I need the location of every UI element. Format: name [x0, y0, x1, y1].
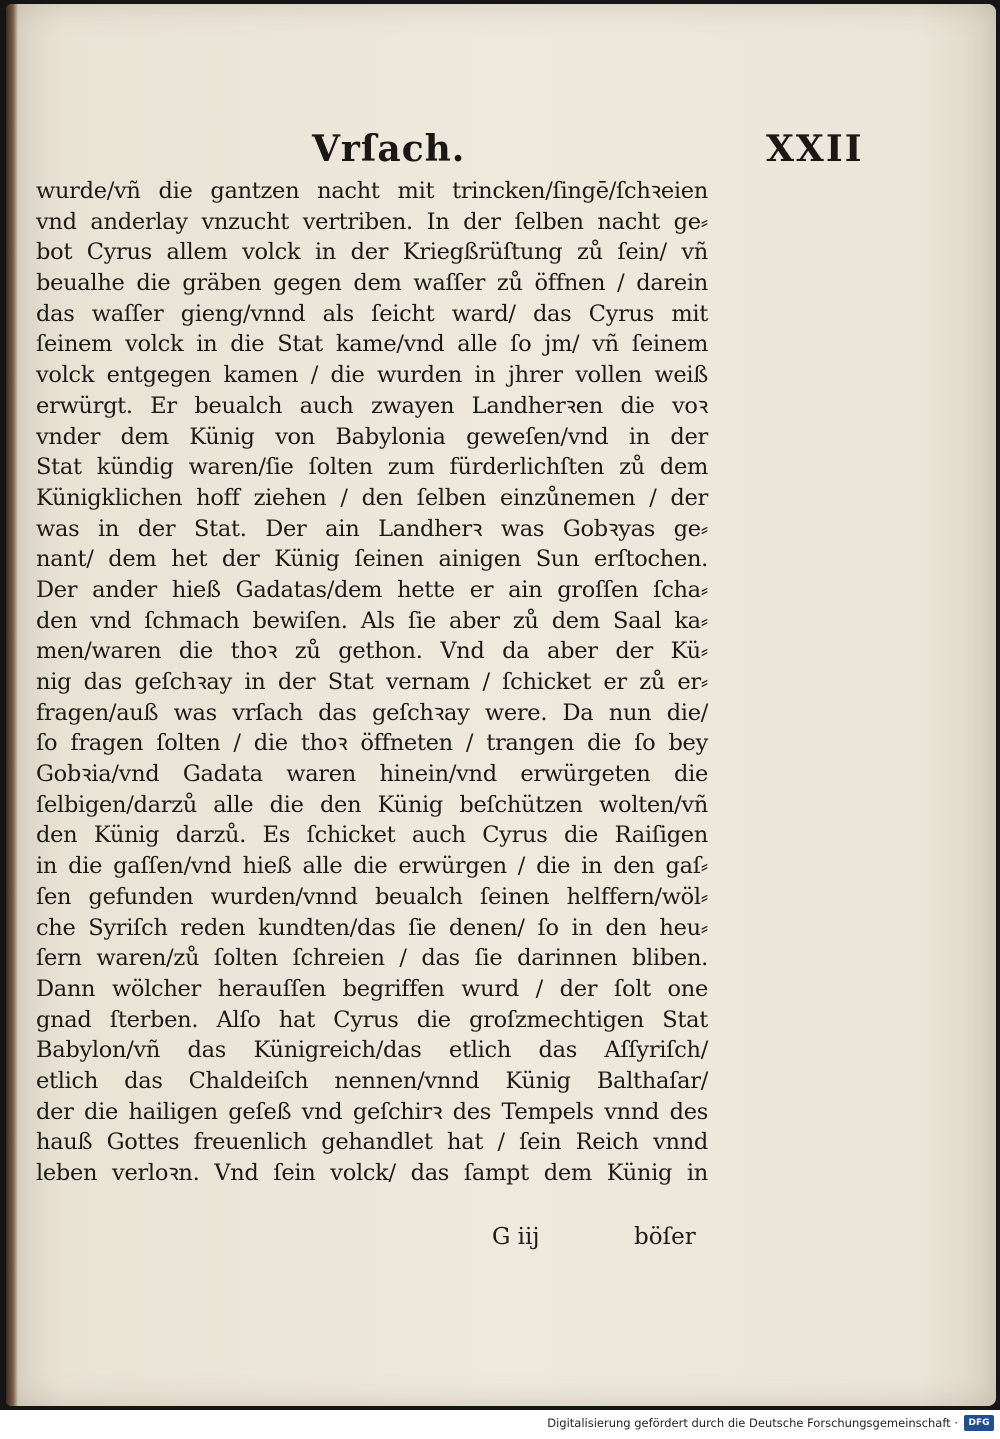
footer-bar — [0, 1410, 1000, 1439]
catchword: böſer — [634, 1224, 696, 1250]
text-line: fragen/auß was vrſach das geſchꝛay were. Da nun die/ — [36, 699, 708, 726]
text-line: wurde/vñ die gantzen nacht mit trincken/ſingē/ſchꝛeien — [36, 178, 708, 204]
text-line: erwürgt. Er beualch auch zwayen Landherꝛen die voꝛ — [36, 392, 708, 419]
text-line: Der ander hieß Gadatas/dem hette er ain groſſen ſcha⸗ — [36, 576, 708, 603]
page-gutter — [6, 4, 18, 1406]
text-line: Künigklichen hoff ziehen / den ſelben einzůnemen / der — [36, 484, 708, 511]
text-line: in die gaſſen/vnd hieß alle die erwürgen / die in den gaſ⸗ — [36, 853, 708, 880]
text-line: leben verloꝛn. Vnd ſein volck/ das ſampt dem Künig in — [36, 1160, 708, 1186]
text-line: ſo fragen ſolten / die thoꝛ öffneten / trangen die ſo bey — [36, 730, 708, 757]
text-line: hauß Gottes freuenlich gehandlet hat / ſein Reich vnnd — [36, 1129, 708, 1156]
text-line: ſeinem volck in die Stat kame/vnd alle ſo jm/ vñ ſeinem — [36, 331, 708, 358]
text-line: bot Cyrus allem volck in der Kriegßrüſtung zů ſein/ vñ — [36, 239, 708, 266]
text-line: vnd anderlay vnzucht vertriben. In der ſelben nacht ge⸗ — [36, 208, 708, 235]
text-line: was in der Stat. Der ain Landherꝛ was Gobꝛyas ge⸗ — [36, 515, 708, 542]
text-line: Stat kündig waren/ſie ſolten zum fürderlichſten zů dem — [36, 454, 708, 481]
text-line: vnder dem Künig von Babylonia geweſen/vnd in der — [36, 423, 708, 450]
text-line: den vnd ſchmach bewiſen. Als ſie aber zů dem Saal ka⸗ — [36, 607, 708, 634]
text-line: che Syriſch reden kundten/das ſie denen/ ſo in den heu⸗ — [36, 914, 708, 941]
text-line: men/waren die thoꝛ zů gethon. Vnd da aber der Kü⸗ — [36, 638, 708, 665]
dfg-logo-icon: DFG — [964, 1415, 994, 1431]
text-line: beualhe die gräben gegen dem waſſer zů öffnen / darein — [36, 270, 708, 297]
text-line: nig das geſchꝛay in der Stat vernam / ſchicket er zů er⸗ — [36, 669, 708, 695]
text-line: ſelbigen/darzů alle die den Künig beſchützen wolten/vñ — [36, 791, 708, 818]
text-line: ſen gefunden wurden/vnnd beualch ſeinen helffern/wöl⸗ — [36, 883, 708, 910]
text-line: ſern waren/zů ſolten ſchreien / das ſie darinnen bliben. — [36, 945, 708, 972]
text-line: Gobꝛia/vnd Gadata waren hinein/vnd erwürgeten die — [36, 761, 708, 788]
text-line: volck entgegen kamen / die wurden in jhrer vollen weiß — [36, 362, 708, 389]
text-line: gnad ſterben. Alſo hat Cyrus die groſzmechtigen Stat — [36, 1006, 708, 1033]
text-line: nant/ dem het der Künig ſeinen ainigen Sun erſtochen. — [36, 546, 708, 573]
folio-number: XXII — [766, 128, 864, 170]
text-line: Dann wölcher herauſſen begriffen wurd / der ſolt one — [36, 975, 708, 1002]
text-line: das waſſer gieng/vnnd als ſeicht ward/ das Cyrus mit — [36, 300, 708, 327]
text-line: Babylon/vñ das Künigreich/das etlich das Aſſyriſch/ — [36, 1037, 708, 1064]
body-text — [36, 176, 708, 1189]
running-title: Vrſach. — [312, 128, 466, 170]
text-line: den Künig darzů. Es ſchicket auch Cyrus die Raiſigen — [36, 822, 708, 849]
text-line: der die hailigen geſeß vnd geſchirꝛ des Tempels vnnd des — [36, 1098, 708, 1125]
text-line: etlich das Chaldeiſch nennen/vnnd Künig Balthaſar/ — [36, 1067, 708, 1094]
signature-mark: G iij — [492, 1224, 540, 1250]
funding-credit: Digitalisierung gefördert durch die Deutsche Forschungsgemeinschaft · — [547, 1416, 958, 1430]
